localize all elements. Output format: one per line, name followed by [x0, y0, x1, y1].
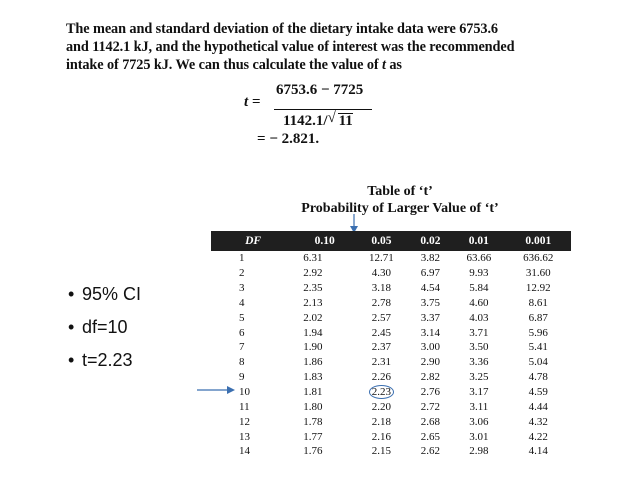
value-cell: 1.76: [303, 445, 323, 458]
value-cell: 12.71: [369, 252, 394, 265]
value-cell: 6.87: [528, 311, 548, 324]
value-cell: 1.80: [303, 400, 323, 413]
value-cell: 3.71: [469, 326, 489, 339]
intro-paragraph: [66, 20, 566, 74]
bullet-list: [82, 284, 141, 383]
df-cell: 6: [239, 326, 245, 339]
value-cell: 2.37: [371, 341, 391, 354]
value-cell: 2.90: [420, 356, 441, 369]
equation-denominator: 1142.1/√ 11: [283, 113, 353, 130]
bullet-item: • t=2.23: [82, 350, 141, 383]
value-cell: 4.03: [469, 311, 489, 324]
header-002: 0.02: [409, 231, 452, 251]
df-cell: 4: [239, 296, 245, 309]
value-cell: 4.44: [528, 400, 548, 413]
table-row: [211, 385, 571, 400]
value-cell: 2.26: [371, 371, 391, 384]
df-cell: 13: [239, 430, 250, 443]
value-cell: 1.94: [303, 326, 323, 339]
paragraph-line-3b: as: [385, 57, 402, 73]
t-table: [211, 231, 571, 459]
value-cell: 2.92: [303, 267, 323, 280]
df-cell: 9: [239, 371, 245, 384]
value-cell: 2.35: [303, 282, 323, 295]
table-row: [211, 399, 571, 414]
value-cell: 1.78: [303, 415, 323, 428]
value-cell: 1.83: [303, 371, 323, 384]
value-cell: 4.78: [528, 371, 548, 384]
value-cell: 2.02: [303, 311, 323, 324]
table-body: [211, 251, 571, 459]
table-row: [211, 281, 571, 296]
value-cell: 2.82: [420, 371, 441, 384]
value-cell: 3.75: [420, 296, 441, 309]
table-row: [211, 355, 571, 370]
value-cell: 3.82: [420, 252, 441, 265]
value-cell: 4.60: [469, 296, 489, 309]
value-cell: 3.37: [420, 311, 441, 324]
header-001: 0.01: [452, 231, 505, 251]
value-cell: 2.45: [371, 326, 391, 339]
equation-result: = − 2.821.: [257, 131, 320, 147]
value-cell: 8.61: [528, 296, 548, 309]
value-cell: 1.81: [303, 386, 323, 399]
value-cell: 31.60: [525, 267, 551, 280]
value-cell: 2.68: [420, 415, 441, 428]
table-row: [211, 429, 571, 444]
value-cell: 2.72: [420, 400, 441, 413]
value-cell: 636.62: [523, 252, 554, 265]
table-header-row: [211, 231, 571, 251]
value-cell: 3.06: [469, 415, 489, 428]
value-cell: 2.18: [371, 415, 391, 428]
value-cell: 3.17: [469, 386, 489, 399]
value-cell: 12.92: [525, 282, 551, 295]
df-cell: 2: [239, 267, 245, 280]
table-row: [211, 444, 571, 459]
value-cell: 5.96: [528, 326, 548, 339]
value-cell: 1.86: [303, 356, 323, 369]
header-010: 0.10: [295, 231, 354, 251]
df-cell: 8: [239, 356, 245, 369]
value-cell: 1.90: [303, 341, 323, 354]
value-cell: 5.41: [528, 341, 548, 354]
header-0001: 0.001: [506, 231, 571, 251]
t-variable: t: [382, 57, 386, 73]
row-arrow-icon: [197, 384, 237, 396]
table-row: [211, 325, 571, 340]
df-cell: 11: [239, 400, 250, 413]
table-row: [211, 266, 571, 281]
paragraph-line-1: The mean and standard deviation of the dietary intake data were 6753.6: [66, 21, 498, 37]
df-cell: 3: [239, 282, 245, 295]
table-row: [211, 340, 571, 355]
equation-numerator: 6753.6 − 7725: [276, 82, 364, 98]
value-cell: [354, 385, 409, 400]
table-row: [211, 414, 571, 429]
table-subtitle: Probability of Larger Value of ‘t’: [301, 201, 499, 216]
value-cell: 3.36: [469, 356, 489, 369]
value-cell: 2.65: [420, 430, 441, 443]
value-cell: 3.25: [469, 371, 489, 384]
highlighted-value: 2.23: [369, 385, 394, 399]
bullet-item: • df=10: [82, 317, 141, 350]
value-cell: 4.14: [528, 445, 548, 458]
value-cell: 2.13: [303, 296, 323, 309]
value-cell: 4.30: [371, 267, 391, 280]
value-cell: 3.00: [420, 341, 441, 354]
value-cell: 6.31: [303, 252, 323, 265]
value-cell: 3.18: [371, 282, 391, 295]
value-cell: 3.01: [469, 430, 489, 443]
value-cell: 5.04: [528, 356, 548, 369]
df-cell: 7: [239, 341, 245, 354]
paragraph-line-3: [66, 56, 566, 74]
df-cell: 1: [239, 252, 245, 265]
header-df: DF: [211, 231, 295, 251]
paragraph-line-3a: intake of 7725 kJ. We can thus calculate the value of: [66, 57, 383, 73]
value-cell: 5.84: [469, 282, 489, 295]
value-cell: 2.57: [371, 311, 391, 324]
sqrt-symbol: √ 11: [338, 113, 353, 129]
value-cell: 2.31: [371, 356, 391, 369]
table-row: [211, 296, 571, 311]
value-cell: 3.50: [469, 341, 489, 354]
value-cell: 2.78: [371, 296, 391, 309]
table-title: Table of ‘t’: [367, 184, 433, 199]
value-cell: 4.32: [528, 415, 548, 428]
table-row: [211, 310, 571, 325]
value-cell: 2.20: [371, 400, 391, 413]
value-cell: 4.59: [528, 386, 548, 399]
value-cell: 2.98: [469, 445, 489, 458]
paragraph-line-2: and 1142.1 kJ, and the hypothetical value of interest was the recommended: [66, 39, 515, 55]
df-cell: 12: [239, 415, 250, 428]
df-cell: 5: [239, 311, 245, 324]
value-cell: 2.76: [420, 386, 441, 399]
value-cell: 63.66: [466, 252, 492, 265]
value-cell: 2.62: [420, 445, 441, 458]
table-row: [211, 370, 571, 385]
value-cell: 4.54: [420, 282, 441, 295]
equation-lhs: t =: [244, 94, 261, 110]
table-row: [211, 251, 571, 266]
value-cell: 3.14: [420, 326, 441, 339]
value-cell: 3.11: [469, 400, 489, 413]
value-cell: 1.77: [303, 430, 323, 443]
value-cell: 4.22: [528, 430, 548, 443]
value-cell: 6.97: [420, 267, 441, 280]
df-cell: 10: [239, 386, 250, 399]
value-cell: 2.16: [371, 430, 391, 443]
value-cell: 2.15: [371, 445, 391, 458]
header-005: 0.05: [354, 231, 409, 251]
df-cell: 14: [239, 445, 250, 458]
fraction-bar: [274, 109, 372, 110]
bullet-item: • 95% CI: [82, 284, 141, 317]
value-cell: 9.93: [469, 267, 489, 280]
